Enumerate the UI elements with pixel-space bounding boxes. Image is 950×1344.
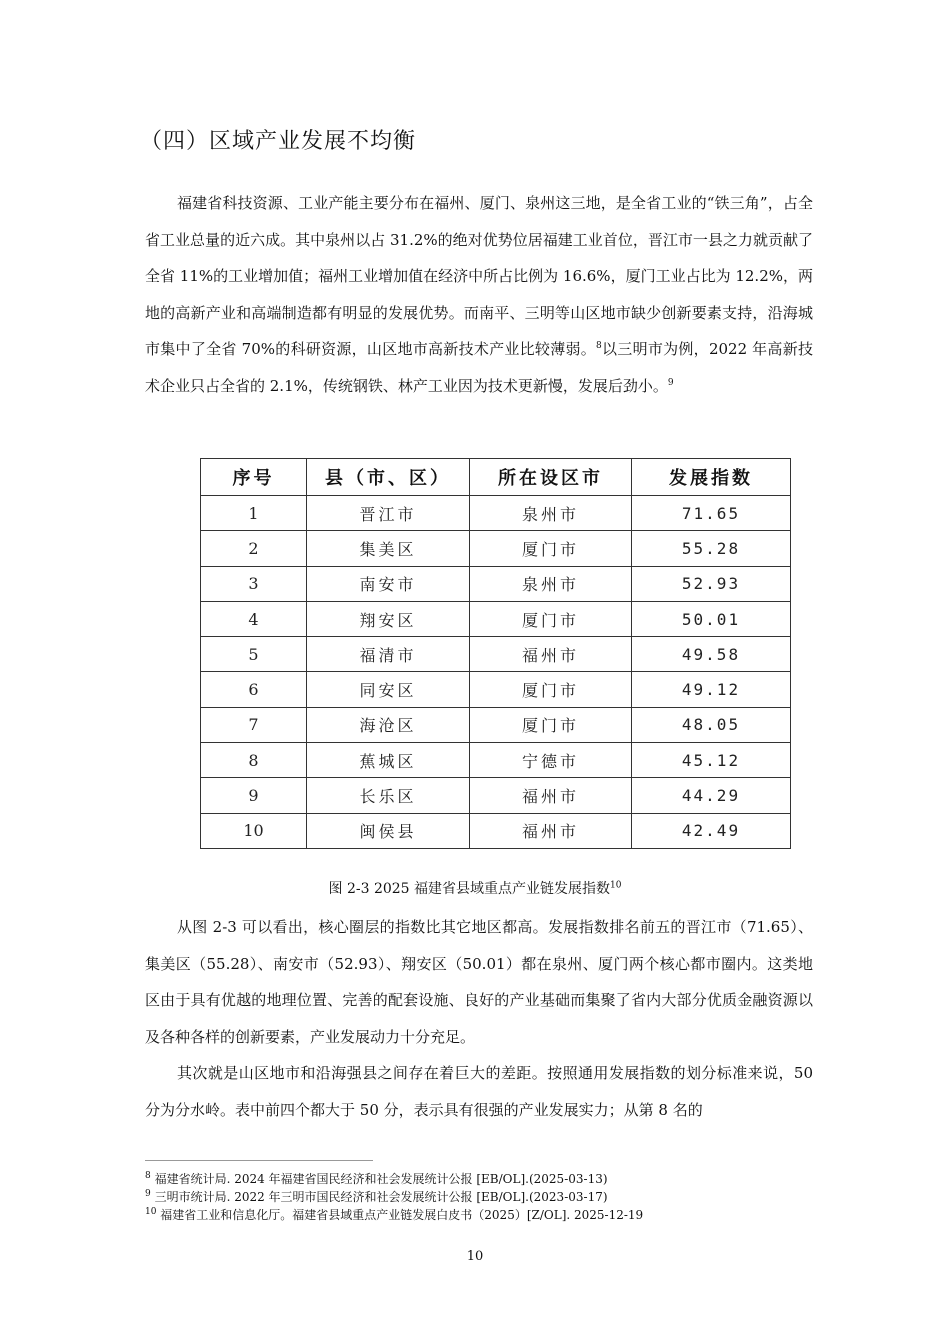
cell-county: 闽侯县 xyxy=(307,813,470,848)
table-row xyxy=(201,707,791,742)
cell-city: 福州市 xyxy=(470,778,632,813)
cell-rank: 6 xyxy=(201,672,307,707)
cell-county: 长乐区 xyxy=(307,778,470,813)
table-row xyxy=(201,637,791,672)
paragraph-2: 从图 2-3 可以看出，核心圈层的指数比其它地区都高。发展指数排名前五的晋江市（71.65）、集美区（55.28）、南安市（52.93）、翔安区（50.01）都在泉州、厦门两个核心都市圈内。这类地区由于具有优越的地理位置、完善的配套设施、良好的产业基础而集聚了省内大部分优质金融资源以及各种各样的创新要素，产业发展动力十分充足。 xyxy=(145,918,813,1046)
cell-index: 48.05 xyxy=(632,707,791,742)
cell-county: 福清市 xyxy=(307,637,470,672)
caption-text: 图 2-3 2025 福建省县域重点产业链发展指数 xyxy=(328,881,611,897)
header-county: 县（市、区） xyxy=(307,459,470,496)
footnote-text: 福建省统计局. 2024 年福建省国民经济和社会发展统计公报 [EB/OL].(2025-03-13) xyxy=(154,1172,608,1186)
cell-rank: 5 xyxy=(201,637,307,672)
cell-index: 71.65 xyxy=(632,496,791,531)
table-body xyxy=(201,496,791,849)
cell-city: 厦门市 xyxy=(470,601,632,636)
table-row xyxy=(201,566,791,601)
index-table-container xyxy=(200,458,791,849)
cell-county: 蕉城区 xyxy=(307,743,470,778)
cell-county: 海沧区 xyxy=(307,707,470,742)
footnote-ref-8[interactable]: 8 xyxy=(596,341,602,351)
cell-index: 52.93 xyxy=(632,566,791,601)
footnote-text: 福建省工业和信息化厅。福建省县域重点产业链发展白皮书（2025）[Z/OL]. 2025-12-19 xyxy=(160,1208,644,1222)
cell-city: 宁德市 xyxy=(470,743,632,778)
footnote-divider xyxy=(145,1160,373,1161)
table-row xyxy=(201,496,791,531)
cell-rank: 3 xyxy=(201,566,307,601)
cell-index: 49.58 xyxy=(632,637,791,672)
table-row xyxy=(201,672,791,707)
paragraph-1 xyxy=(145,185,813,404)
cell-index: 45.12 xyxy=(632,743,791,778)
cell-city: 厦门市 xyxy=(470,672,632,707)
footnote-ref-9[interactable]: 9 xyxy=(667,377,674,388)
table-row xyxy=(201,778,791,813)
footnote-item xyxy=(145,1188,845,1206)
cell-rank: 8 xyxy=(201,743,307,778)
cell-index: 55.28 xyxy=(632,531,791,566)
footnote-ref-10[interactable]: 10 xyxy=(610,880,622,891)
header-rank: 序号 xyxy=(201,459,307,496)
footnote-item xyxy=(145,1170,845,1188)
footnote-text: 三明市统计局. 2022 年三明市国民经济和社会发展统计公报 [EB/OL].(2023-03-17) xyxy=(154,1190,608,1204)
header-index: 发展指数 xyxy=(632,459,791,496)
table-row xyxy=(201,601,791,636)
paragraph-3: 其次就是山区地市和沿海强县之间存在着巨大的差距。按照通用发展指数的划分标准来说，50 分为分水岭。表中前四个都大于 50 分，表示具有很强的产业发展实力；从第 8 名的 xyxy=(145,1064,813,1119)
table-row xyxy=(201,743,791,778)
table-row xyxy=(201,531,791,566)
cell-county: 晋江市 xyxy=(307,496,470,531)
table-header-row xyxy=(201,459,791,496)
cell-index: 49.12 xyxy=(632,672,791,707)
cell-county: 南安市 xyxy=(307,566,470,601)
section-heading: （四）区域产业发展不均衡 xyxy=(140,129,417,154)
footnote-number: 10 xyxy=(145,1207,157,1217)
footnote-number: 8 xyxy=(145,1171,151,1181)
footnote-item xyxy=(145,1206,845,1224)
cell-index: 44.29 xyxy=(632,778,791,813)
cell-city: 厦门市 xyxy=(470,707,632,742)
cell-index: 50.01 xyxy=(632,601,791,636)
cell-county: 集美区 xyxy=(307,531,470,566)
cell-city: 福州市 xyxy=(470,637,632,672)
cell-city: 厦门市 xyxy=(470,531,632,566)
cell-city: 泉州市 xyxy=(470,496,632,531)
cell-rank: 1 xyxy=(201,496,307,531)
footnotes xyxy=(145,1170,845,1224)
figure-caption xyxy=(0,878,950,898)
cell-city: 福州市 xyxy=(470,813,632,848)
cell-rank: 7 xyxy=(201,707,307,742)
cell-rank: 2 xyxy=(201,531,307,566)
cell-rank: 9 xyxy=(201,778,307,813)
header-city: 所在设区市 xyxy=(470,459,632,496)
paragraph-1-text: 福建省科技资源、工业产能主要分布在福州、厦门、泉州这三地，是全省工业的“铁三角”，占全省工业总量的近六成。其中泉州以占 31.2%的绝对优势位居福建工业首位，晋江市一县之力就贡献了全省 11%的工业增加值；福州工业增加值在经济中所占比例为 16.6%，厦门工业占比为 12.2%，两地的高新产业和高端制造都有明显的发展优势。而南平、三明等山区地市缺少创新要素支持，沿海城市集中了全省 70%的科研资源，山区地市高新技术产业比较薄弱。 xyxy=(145,194,813,358)
cell-rank: 10 xyxy=(201,813,307,848)
cell-index: 42.49 xyxy=(632,813,791,848)
cell-county: 同安区 xyxy=(307,672,470,707)
cell-rank: 4 xyxy=(201,601,307,636)
paragraph-1-text-2: 以三明市为例，2022 年高新技术企业只占全省的 2.1%，传统钢铁、林产工业因为技术更新慢，发展后劲小。 xyxy=(145,340,813,395)
development-index-table xyxy=(200,458,791,849)
page-number: 10 xyxy=(466,1249,484,1264)
cell-city: 泉州市 xyxy=(470,566,632,601)
footnote-number: 9 xyxy=(145,1189,151,1199)
table-row xyxy=(201,813,791,848)
cell-county: 翔安区 xyxy=(307,601,470,636)
